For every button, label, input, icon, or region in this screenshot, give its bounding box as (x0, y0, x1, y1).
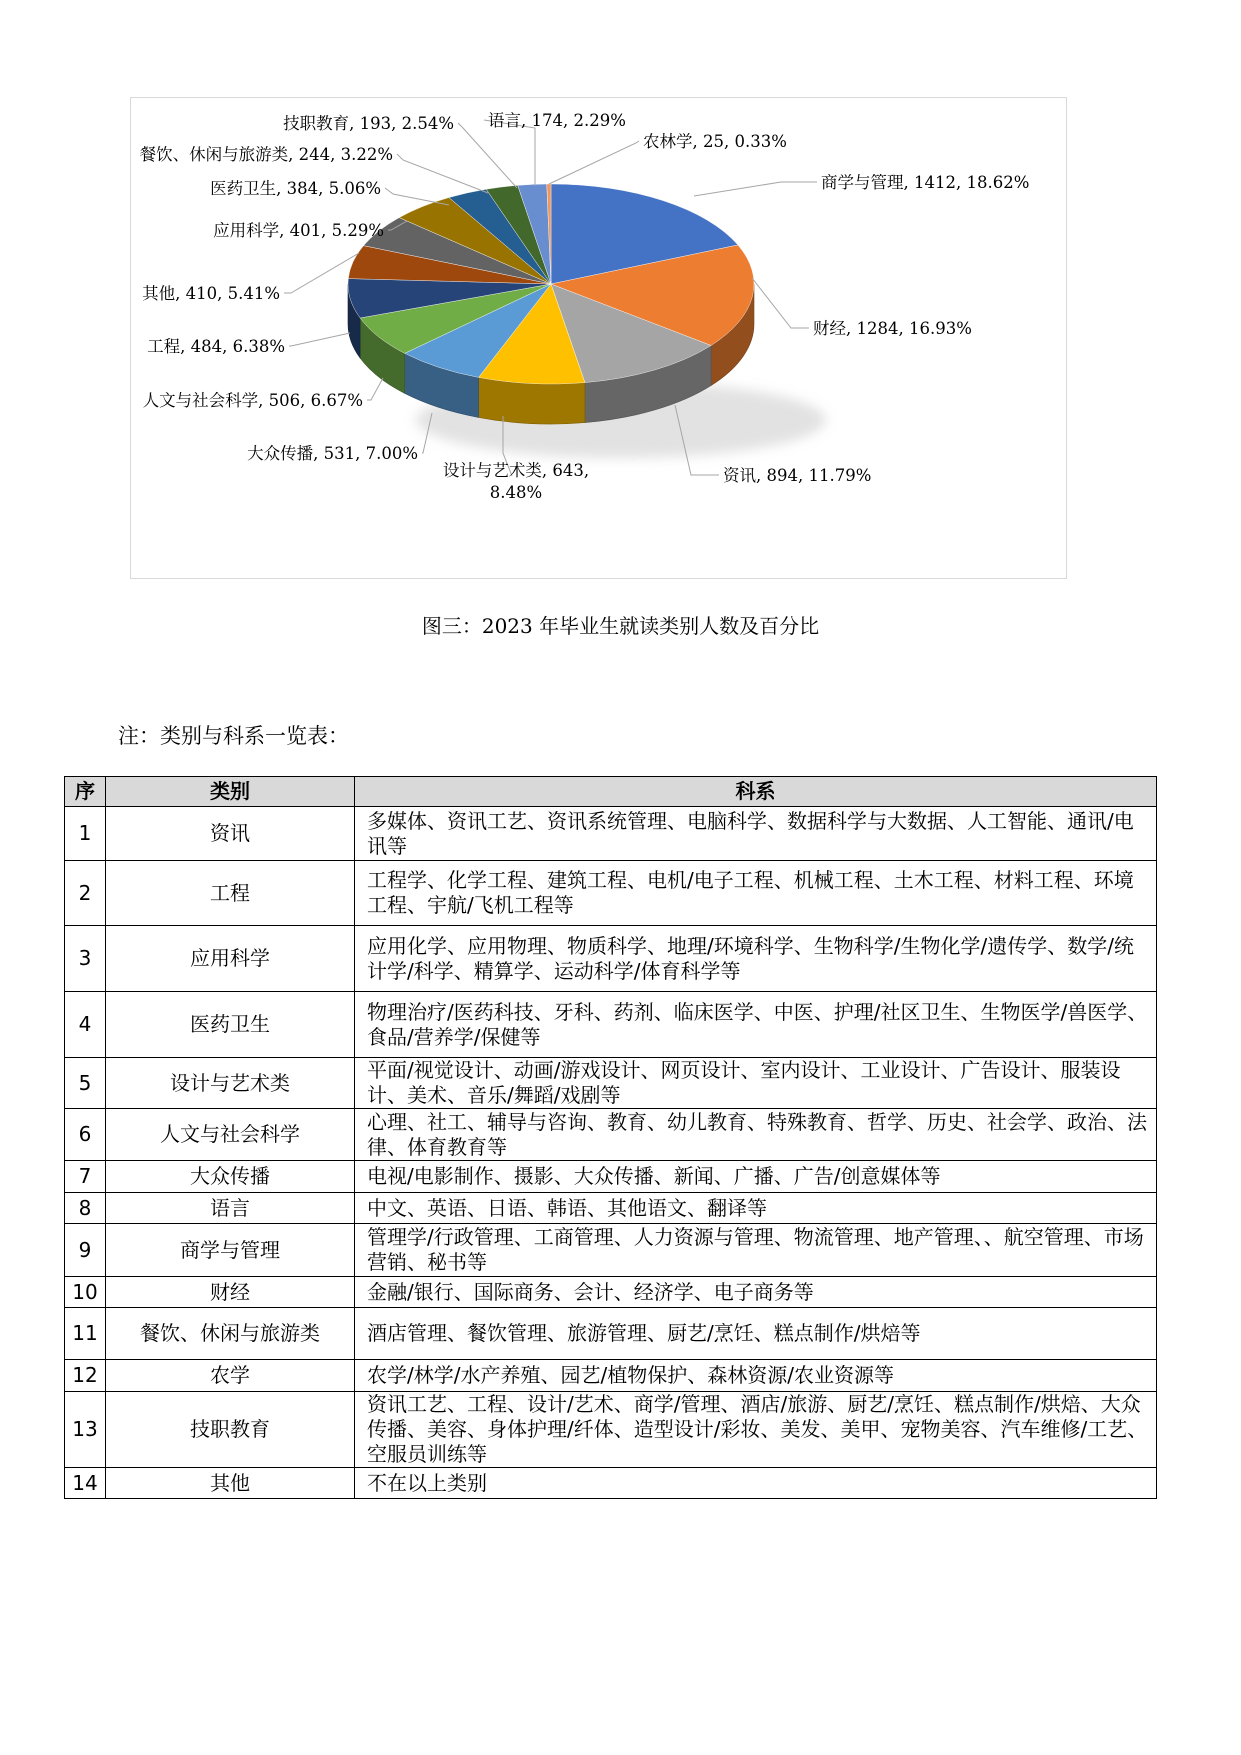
chart-frame (130, 97, 1067, 579)
row-departments: 金融/银行、国际商务、会计、经济学、电子商务等 (355, 1277, 1157, 1308)
row-no: 7 (65, 1161, 106, 1193)
row-departments: 心理、社工、辅导与咨询、教育、幼儿教育、特殊教育、哲学、历史、社会学、政治、法律、体育教育等 (355, 1109, 1157, 1161)
row-no: 14 (65, 1468, 106, 1499)
row-departments: 物理治疗/医药科技、牙科、药剂、临床医学、中医、护理/社区卫生、生物医学/兽医学、食品/营养学/保健等 (355, 992, 1157, 1058)
row-no: 8 (65, 1193, 106, 1224)
data-label-2: 资讯, 894, 11.79% (723, 466, 872, 485)
data-label-0: 商学与管理, 1412, 18.62% (821, 173, 1030, 192)
pie-side-3 (479, 377, 585, 424)
row-no: 2 (65, 861, 106, 926)
row-category: 设计与艺术类 (106, 1058, 355, 1109)
row-departments: 工程学、化学工程、建筑工程、电机/电子工程、机械工程、土木工程、材料工程、环境工程、宇航/飞机工程等 (355, 861, 1157, 926)
table-row (65, 1058, 1157, 1109)
header-departments: 科系 (355, 777, 1157, 807)
row-no: 3 (65, 926, 106, 992)
row-category: 财经 (106, 1277, 355, 1308)
data-label-13: 农林学, 25, 0.33% (643, 132, 787, 151)
row-category: 语言 (106, 1193, 355, 1224)
row-category: 资讯 (106, 807, 355, 861)
data-label-4: 大众传播, 531, 7.00% (247, 444, 418, 463)
row-departments: 中文、英语、日语、韩语、其他语文、翻译等 (355, 1193, 1157, 1224)
table-row (65, 992, 1157, 1058)
row-departments: 电视/电影制作、摄影、大众传播、新闻、广播、广告/创意媒体等 (355, 1161, 1157, 1193)
leader-line-11 (458, 123, 517, 188)
row-departments: 酒店管理、餐饮管理、旅游管理、厨艺/烹饪、糕点制作/烘焙等 (355, 1308, 1157, 1360)
row-no: 13 (65, 1392, 106, 1468)
table-row (65, 926, 1157, 992)
row-category: 商学与管理 (106, 1224, 355, 1277)
table-note: 注：类别与科系一览表： (118, 724, 349, 748)
data-label-3-line2: 8.48% (489, 483, 543, 502)
leader-line-1 (752, 278, 809, 328)
table-header-row (65, 777, 1157, 807)
row-departments: 应用化学、应用物理、物质科学、地理/环境科学、生物科学/生物化学/遗传学、数学/统计学/科学、精算学、运动科学/体育科学等 (355, 926, 1157, 992)
row-departments: 平面/视觉设计、动画/游戏设计、网页设计、室内设计、工业设计、广告设计、服装设计、美术、音乐/舞蹈/戏剧等 (355, 1058, 1157, 1109)
table-row (65, 1193, 1157, 1224)
row-departments: 资讯工艺、工程、设计/艺术、商学/管理、酒店/旅游、厨艺/烹饪、糕点制作/烘焙、大众传播、美容、身体护理/纤体、造型设计/彩妆、美发、美甲、宠物美容、汽车维修/工艺、空服员训练等 (355, 1392, 1157, 1468)
header-no: 序 (65, 777, 106, 807)
row-category: 技职教育 (106, 1392, 355, 1468)
data-label-5: 人文与社会科学, 506, 6.67% (142, 391, 363, 410)
chart-caption: 图三：2023 年毕业生就读类别人数及百分比 (421, 614, 820, 638)
header-category: 类别 (106, 777, 355, 807)
leader-line-0 (694, 182, 817, 196)
row-departments: 多媒体、资讯工艺、资讯系统管理、电脑科学、数据科学与大数据、人工智能、通讯/电讯等 (355, 807, 1157, 861)
row-category: 其他 (106, 1468, 355, 1499)
row-no: 4 (65, 992, 106, 1058)
leader-line-5 (367, 378, 383, 400)
data-label-11: 技职教育, 193, 2.54% (283, 114, 454, 133)
table-row (65, 807, 1157, 861)
table-row (65, 1392, 1157, 1468)
table-row (65, 1161, 1157, 1193)
row-category: 医药卫生 (106, 992, 355, 1058)
leader-line-13 (549, 141, 639, 184)
row-category: 人文与社会科学 (106, 1109, 355, 1161)
row-no: 9 (65, 1224, 106, 1277)
data-label-7: 其他, 410, 5.41% (142, 284, 280, 303)
row-departments: 管理学/行政管理、工商管理、人力资源与管理、物流管理、地产管理、、航空管理、市场营销、秘书等 (355, 1224, 1157, 1277)
leader-line-10 (397, 154, 488, 193)
table-row (65, 861, 1157, 926)
row-category: 大众传播 (106, 1161, 355, 1193)
row-category: 农学 (106, 1360, 355, 1392)
row-category: 应用科学 (106, 926, 355, 992)
table-row (65, 1224, 1157, 1277)
row-category: 餐饮、休闲与旅游类 (106, 1308, 355, 1360)
leader-line-6 (289, 333, 350, 346)
row-no: 12 (65, 1360, 106, 1392)
row-no: 6 (65, 1109, 106, 1161)
table-row (65, 1468, 1157, 1499)
row-no: 1 (65, 807, 106, 861)
row-departments: 农学/林学/水产养殖、园艺/植物保护、森林资源/农业资源等 (355, 1360, 1157, 1392)
table-row (65, 1109, 1157, 1161)
pie-chart (131, 98, 1068, 580)
row-departments: 不在以上类别 (355, 1468, 1157, 1499)
data-label-8: 应用科学, 401, 5.29% (213, 221, 384, 240)
data-label-1: 财经, 1284, 16.93% (813, 319, 972, 338)
table-row (65, 1277, 1157, 1308)
row-category: 工程 (106, 861, 355, 926)
data-label-10: 餐饮、休闲与旅游类, 244, 3.22% (139, 145, 393, 164)
row-no: 10 (65, 1277, 106, 1308)
category-table (64, 776, 1157, 1499)
row-no: 5 (65, 1058, 106, 1109)
data-label-12: 语言, 174, 2.29% (488, 111, 626, 130)
data-label-6: 工程, 484, 6.38% (147, 337, 285, 356)
row-no: 11 (65, 1308, 106, 1360)
table-row (65, 1308, 1157, 1360)
data-label-3: 设计与艺术类, 643, (442, 461, 590, 480)
table-row (65, 1360, 1157, 1392)
data-label-9: 医药卫生, 384, 5.06% (210, 179, 381, 198)
